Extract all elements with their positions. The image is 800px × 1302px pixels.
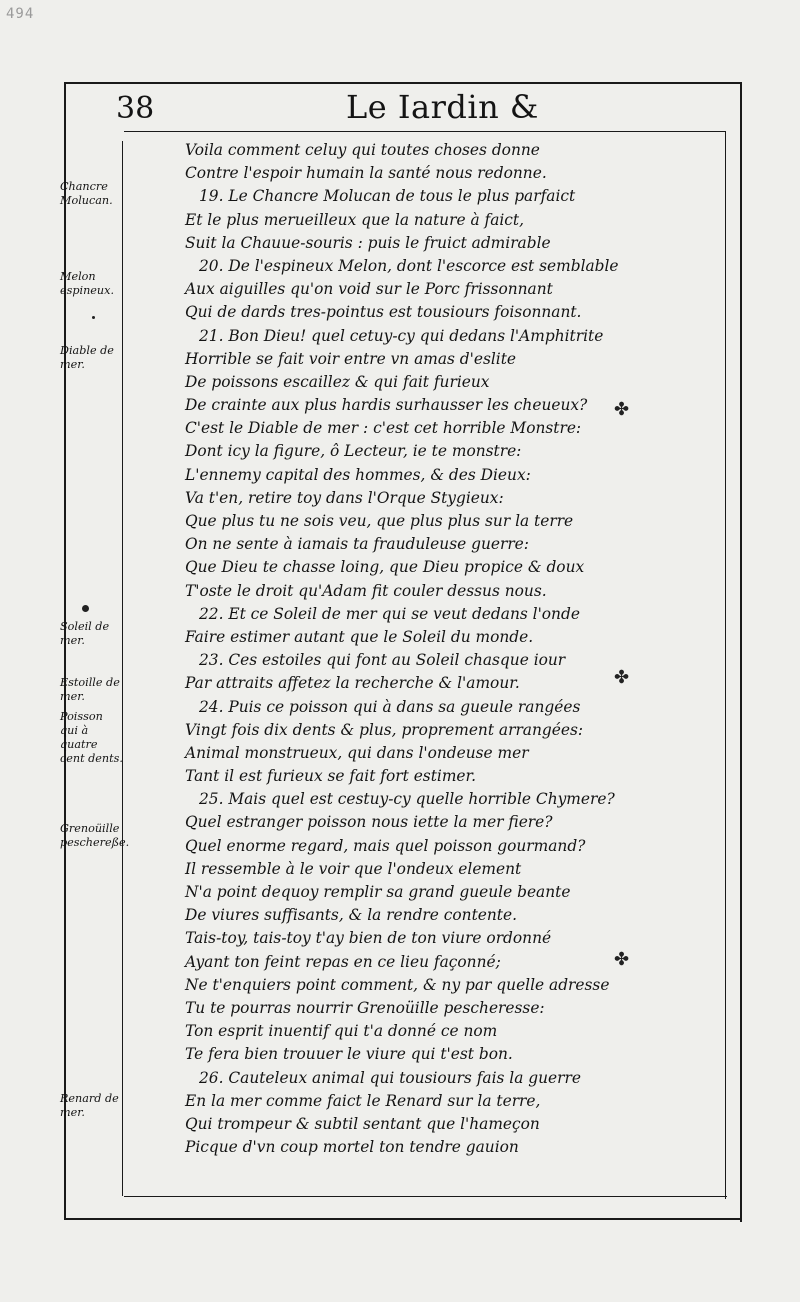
margin-note-melon: Melon espineux. <box>60 270 114 297</box>
header-rule <box>124 131 726 132</box>
verse-line: Que plus tu ne sois veu, que plus plus sur la terre <box>185 512 574 530</box>
verse-line: Ton esprit inuentif qui t'a donné ce nom <box>185 1022 498 1041</box>
verse-line: L'ennemy capital des hommes, & des Dieux: <box>185 465 531 484</box>
verse-line: Contre l'espoir humain la santé nous redonne. <box>185 164 547 183</box>
verse-line: Que Dieu te chasse loing, que Dieu propice & doux <box>185 558 585 577</box>
margin-separator-rule <box>122 141 123 1196</box>
verse-line: 25. Mais quel est cestuy-cy quelle horrible Chymere? <box>199 790 615 809</box>
margin-note-estoille: Estoille de mer. <box>60 676 120 703</box>
inner-frame-bottom-rule <box>124 1196 727 1197</box>
verse-line: Suit la Chauue-souris : puis le fruict admirable <box>185 233 551 252</box>
fleuron-ornament-1: ✤ <box>614 399 630 420</box>
verse-line: Et le plus merueilleux que la nature à faict, <box>185 210 525 229</box>
verse-line: 23. Ces estoiles qui font au Soleil chasque iour <box>199 651 566 670</box>
page-number: 38 <box>116 91 155 126</box>
verse-line: De crainte aux plus hardis surhausser les cheueux? <box>185 396 588 415</box>
verse-line: N'a point dequoy remplir sa grand gueule beante <box>185 883 571 901</box>
verse-line: Ne t'enquiers point comment, & ny par quelle adresse <box>185 975 610 994</box>
verse-line: Picque d'vn coup mortel ton tendre gauion <box>185 1138 519 1157</box>
verse-line: De viures suffisants, & la rendre contente. <box>185 906 517 925</box>
verse-line: 26. Cauteleux animal qui tousiours fais la guerre <box>199 1068 581 1087</box>
outer-frame-right-rule <box>740 82 742 1222</box>
margin-note-poisson: Poisson qui à quatre cent dents. <box>60 710 123 765</box>
verse-line: Dont icy la figure, ô Lecteur, ie te monstre: <box>185 442 522 461</box>
verse-line: Tais-toy, tais-toy t'ay bien de ton viure ordonné <box>185 929 552 948</box>
verse-text <box>185 139 715 1159</box>
margin-note-renard: Renard de mer. <box>60 1092 119 1119</box>
verse-line: 22. Et ce Soleil de mer qui se veut dedans l'onde <box>199 604 580 623</box>
verse-line: Ayant ton feint repas en ce lieu façonné; <box>185 952 501 971</box>
verse-line: Aux aiguilles qu'on void sur le Porc frissonnant <box>185 280 553 299</box>
verse-line: 19. Le Chancre Molucan de tous le plus parfaict <box>199 187 576 206</box>
outer-frame-top-rule <box>64 82 742 84</box>
ink-blot <box>82 605 89 612</box>
verse-line: Horrible se fait voir entre vn amas d'eslite <box>185 349 517 368</box>
verse-line: Tant il est furieux se fait fort estimer. <box>185 767 477 786</box>
verse-line: 21. Bon Dieu! quel cetuy-cy qui dedans l'Amphitrite <box>199 326 604 345</box>
verse-line: Te fera bien trouuer le viure qui t'est bon. <box>185 1045 513 1064</box>
margin-note-chancre: Chancre Molucan. <box>60 180 113 207</box>
verse-line: 24. Puis ce poisson qui à dans sa gueule rangées <box>199 697 581 716</box>
pencil-folio-mark: 494 <box>6 6 35 22</box>
inner-frame-right-rule <box>725 131 726 1199</box>
verse-line: Qui de dards tres-pointus est tousiours foisonnant. <box>185 303 582 322</box>
verse-line: Vingt fois dix dents & plus, proprement arrangées: <box>185 720 584 739</box>
ink-speck <box>92 316 95 319</box>
outer-frame-bottom-rule <box>64 1218 742 1220</box>
verse-line: De poissons escaillez & qui fait furieux <box>185 372 490 391</box>
margin-note-soleil: Soleil de mer. <box>60 620 110 647</box>
margin-note-grenouille: Grenoüille peschereße. <box>60 822 130 849</box>
verse-line: C'est le Diable de mer : c'est cet horrible Monstre: <box>185 419 582 438</box>
verse-line: Faire estimer autant que le Soleil du monde. <box>185 627 534 646</box>
verse-line: Il ressemble à le voir que l'ondeux element <box>185 859 522 878</box>
verse-line: Quel estranger poisson nous iette la mer fiere? <box>185 813 553 832</box>
verse-line: Qui trompeur & subtil sentant que l'hameçon <box>185 1114 540 1133</box>
verse-line: Va t'en, retire toy dans l'Orque Stygieux: <box>185 488 504 507</box>
fleuron-ornament-2: ✤ <box>614 667 630 688</box>
fleuron-ornament-3: ✤ <box>614 949 630 970</box>
outer-frame-left-rule <box>64 82 66 1218</box>
verse-line: Quel enorme regard, mais quel poisson gourmand? <box>185 836 586 855</box>
margin-note-diable: Diable de mer. <box>60 344 114 371</box>
verse-line: En la mer comme faict le Renard sur la terre, <box>185 1091 541 1110</box>
verse-line: On ne sente à iamais ta frauduleuse guerre: <box>185 535 529 554</box>
running-title: Le Iardin & <box>346 88 539 126</box>
verse-line: Par attraits affetez la recherche & l'amour. <box>185 674 520 693</box>
verse-line: Tu te pourras nourrir Grenoüille pescheresse: <box>185 998 545 1017</box>
verse-line: T'oste le droit qu'Adam fit couler dessus nous. <box>185 581 547 600</box>
verse-line: Voila comment celuy qui toutes choses donne <box>185 141 540 159</box>
verse-line: Animal monstrueux, qui dans l'ondeuse mer <box>185 743 529 762</box>
verse-line: 20. De l'espineux Melon, dont l'escorce est semblable <box>199 256 619 275</box>
